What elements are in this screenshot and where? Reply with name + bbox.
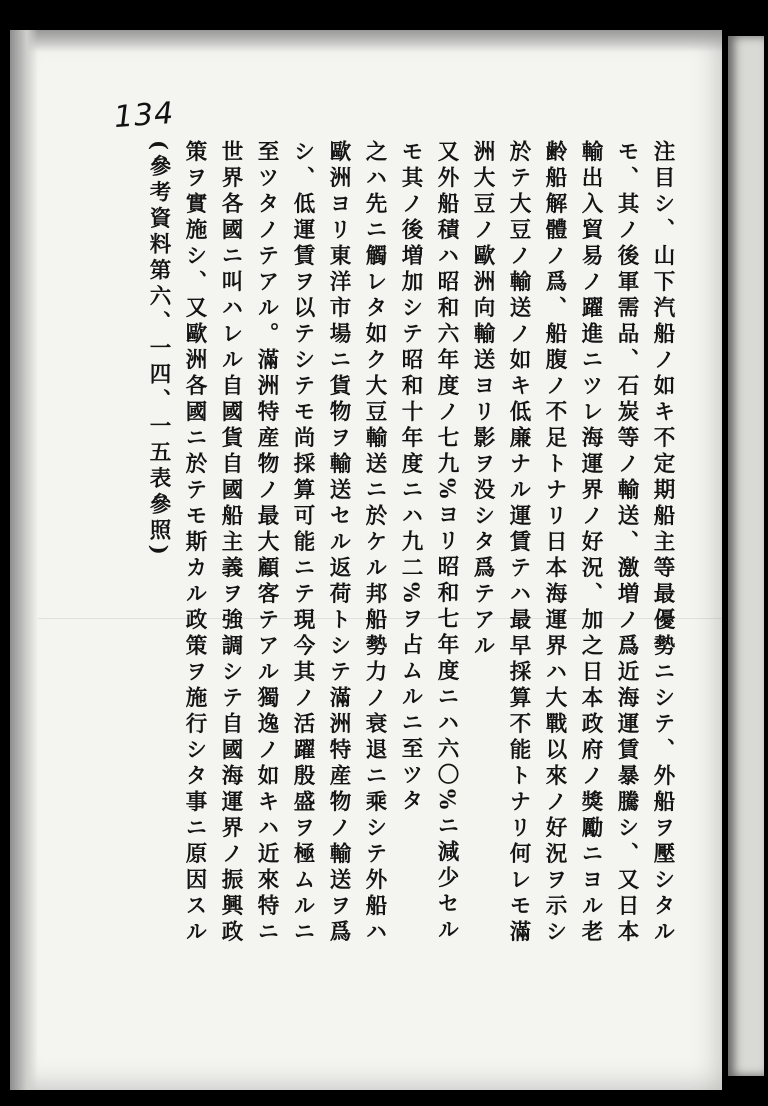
text-line: 歐洲ヨリ東洋市場ニ貨物ヲ輸送セル返荷トシテ滿洲特産物ノ輸送ヲ爲 xyxy=(326,140,351,946)
text-line: 洲大豆ノ歐洲向輸送ヨリ影ヲ没シタ爲テアル xyxy=(470,140,495,660)
sheet-top-shadow xyxy=(10,30,722,52)
text-line: モ其ノ後増加シテ昭和十年度ニハ九二%ヲ占ムルニ至ツタ xyxy=(398,140,423,815)
text-line: モ、其ノ後軍需品、石炭等ノ輸送、激増ノ爲近海運賃暴騰シ、又日本 xyxy=(614,140,639,946)
text-line: 於テ大豆ノ輸送ノ如キ低廉ナル運賃テハ最早採算不能トナリ何レモ滿 xyxy=(506,140,531,946)
text-line: 齢船解體ノ爲、船腹ノ不足トナリ日本海運界ハ大戰以來ノ好況ヲ示シ xyxy=(542,140,567,946)
text-line: 輸出入貿易ノ躍進ニツレ海運界ノ好況、加之日本政府ノ獎勵ニヨル老 xyxy=(578,140,603,946)
text-line: 世界各國ニ叫ハレル自國貨自國船主義ヲ強調シテ自國海運界ノ振興政 xyxy=(218,140,243,946)
page-number: 134 xyxy=(112,95,176,136)
text-line: 至ツタノテアル。滿洲特産物ノ最大顧客テアル獨逸ノ如キハ近來特ニ xyxy=(254,140,279,946)
adjacent-page-edge xyxy=(728,36,764,1076)
text-line: 之ハ先ニ觸レタ如ク大豆輸送ニ於ケル邦船勢力ノ衰退ニ乘シテ外船ハ xyxy=(362,140,387,946)
text-line: シ、低運賃ヲ以テシテモ尚採算可能ニテ現今其ノ活躍殷盛ヲ極ムルニ xyxy=(290,140,315,946)
text-line: 又外船積ハ昭和六年度ノ七九%ヨリ昭和七年度ニハ六〇%ニ減少セル xyxy=(434,140,459,944)
text-line: 策ヲ實施シ、又歐洲各國ニ於テモ斯カル政策ヲ施行シタ事ニ原因スル xyxy=(182,140,207,946)
sheet-left-shadow xyxy=(10,30,38,1090)
vertical-text-body xyxy=(140,140,680,980)
text-line: 注目シ、山下汽船ノ如キ不定期船主等最優勢ニシテ、外船ヲ壓シタル xyxy=(650,140,675,946)
reference-note: (參考資料第六、一四、一五表參照) xyxy=(146,140,171,560)
